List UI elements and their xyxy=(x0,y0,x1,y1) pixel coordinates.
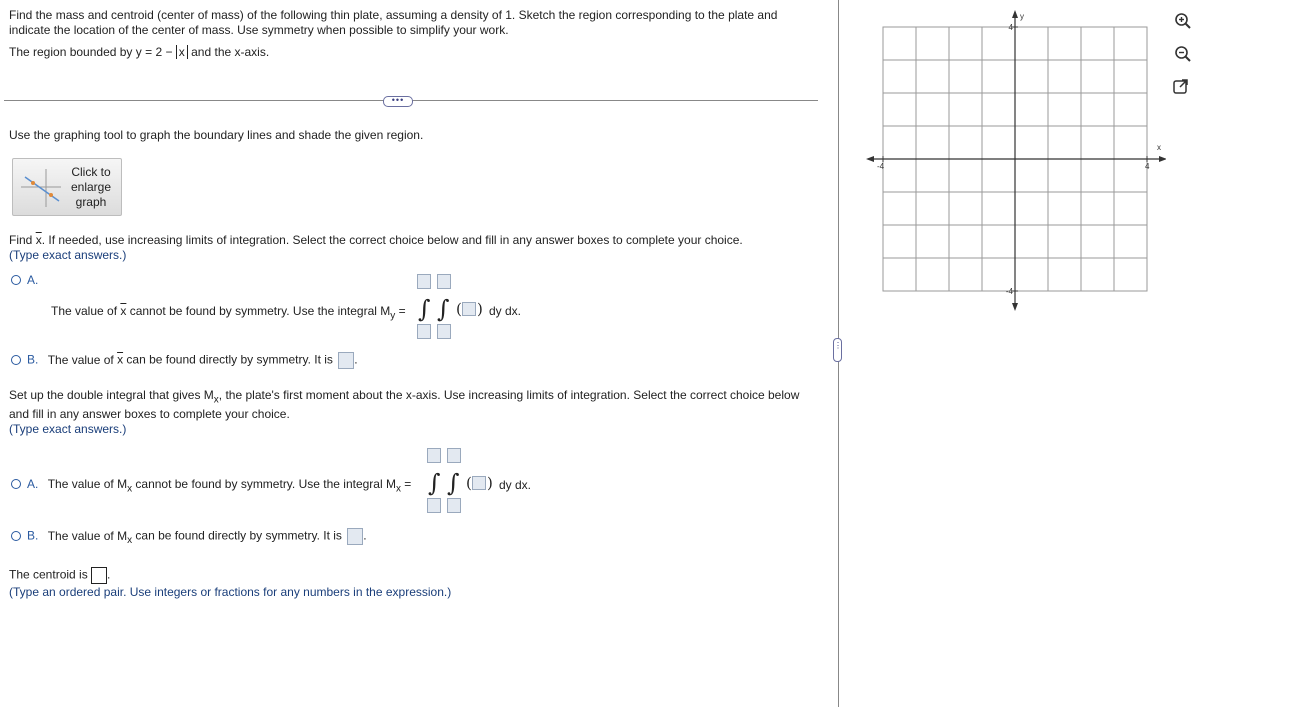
centroid-input[interactable] xyxy=(91,567,107,584)
x-axis-arrow-right xyxy=(1159,156,1166,162)
q1a-pre: The value of xyxy=(51,304,121,318)
tick-label-y-pos: 4 xyxy=(1008,23,1013,32)
q1-option-a-text xyxy=(51,304,406,323)
q1-post: . If needed, use increasing limits of integration. Select the correct choice below and fill in any answer boxes to complete your choice. xyxy=(41,233,743,247)
subscript: x xyxy=(395,483,401,495)
integrand-input[interactable] xyxy=(472,476,486,490)
subscript: x xyxy=(127,483,133,495)
q2-prompt-line1 xyxy=(9,388,799,407)
integral-sign: ∫ xyxy=(428,469,441,497)
q1b-pre: The value of xyxy=(47,352,118,367)
subscript: y xyxy=(390,310,396,322)
outer-lower-limit-input[interactable] xyxy=(417,324,431,339)
inner-lower-limit-input[interactable] xyxy=(447,498,461,513)
close-paren: ) xyxy=(477,300,483,318)
q2-prompt-line2: and fill in any answer boxes to complete your choice. xyxy=(9,407,290,421)
x-axis-arrow-left xyxy=(866,156,874,162)
answer-input[interactable] xyxy=(347,528,363,545)
y-axis-arrow-down xyxy=(1012,303,1018,311)
inner-lower-limit-input[interactable] xyxy=(437,324,451,339)
integral-sign: ∫ xyxy=(447,469,460,497)
q1b-post: can be found directly by symmetry. It is xyxy=(123,352,333,367)
q1a-post: cannot be found by symmetry. Use the integral M xyxy=(126,304,391,318)
inner-upper-limit-input[interactable] xyxy=(437,274,451,289)
x-axis-label: x xyxy=(1157,143,1161,152)
expand-ellipsis-button[interactable]: ••• xyxy=(383,96,413,107)
q2b-post: can be found directly by symmetry. It is xyxy=(132,528,342,543)
equals: = xyxy=(395,304,406,318)
open-paren: ( xyxy=(456,300,462,318)
centroid-pre: The centroid is xyxy=(9,567,88,582)
option-a-label: A. xyxy=(27,273,39,287)
option-b-label: B. xyxy=(27,528,39,543)
radio-button[interactable] xyxy=(11,355,21,365)
tick-label-x-neg: -4 xyxy=(877,162,885,171)
q1-hint: (Type exact answers.) xyxy=(9,248,127,262)
q2-hint: (Type exact answers.) xyxy=(9,422,127,436)
graph-instruction: Use the graphing tool to graph the boundary lines and shade the given region. xyxy=(9,128,424,142)
radio-button[interactable] xyxy=(11,275,21,285)
close-paren: ) xyxy=(487,474,493,492)
region-description xyxy=(9,45,269,60)
subscript: x xyxy=(213,394,219,406)
period: . xyxy=(363,528,367,543)
q1-prompt xyxy=(9,233,743,248)
graph-thumbnail-icon xyxy=(19,167,63,209)
period: . xyxy=(107,567,111,582)
q2a-post: cannot be found by symmetry. Use the integral M xyxy=(132,477,396,491)
tick-label-x-pos: 4 xyxy=(1145,162,1150,171)
x-bar: $\overline{x}$ xyxy=(120,304,127,318)
centroid-hint: (Type an ordered pair. Use integers or fractions for any numbers in the expression.) xyxy=(9,585,452,599)
outer-upper-limit-input[interactable] xyxy=(417,274,431,289)
subscript: x xyxy=(127,535,133,547)
centroid-prompt xyxy=(9,567,110,584)
answer-input[interactable] xyxy=(338,352,354,369)
region-post: and the x-axis. xyxy=(187,45,270,59)
equals: = xyxy=(400,477,412,491)
inner-upper-limit-input[interactable] xyxy=(447,448,461,463)
q1-pre: Find xyxy=(9,233,36,247)
q2-option-a[interactable] xyxy=(11,477,411,496)
differential: dy dx. xyxy=(489,304,522,318)
integral-sign: ∫ xyxy=(437,295,450,323)
zoom-out-icon[interactable] xyxy=(1172,43,1194,65)
q2-post: , the plate's first moment about the x-axis. Use increasing limits of integration. Select the correct choice below xyxy=(218,388,800,402)
resize-handle[interactable]: ⋮ xyxy=(833,338,842,362)
external-link-icon[interactable] xyxy=(1170,75,1192,97)
q1-option-a-radio[interactable] xyxy=(11,273,38,288)
integral-sign: ∫ xyxy=(418,295,431,323)
zoom-in-icon[interactable] xyxy=(1172,10,1194,32)
q2-pre: Set up the double integral that gives M xyxy=(9,388,214,402)
x-bar: $\overline{x}$ xyxy=(35,233,42,247)
q2-option-b[interactable] xyxy=(11,528,367,548)
y-axis-arrow-up xyxy=(1012,10,1018,18)
problem-text-line2: indicate the location of the center of mass. Use symmetry when possible to simplify your work. xyxy=(9,23,509,37)
q1-option-b[interactable] xyxy=(11,352,358,369)
problem-text-line1: Find the mass and centroid (center of mass) of the following thin plate, assuming a density of 1. Sketch the region corresponding to the plate and xyxy=(9,8,778,22)
integrand-input[interactable] xyxy=(462,302,476,316)
y-axis-label: y xyxy=(1020,12,1024,21)
outer-upper-limit-input[interactable] xyxy=(427,448,441,463)
tick-label-y-neg: -4 xyxy=(1005,287,1013,296)
abs-x: x xyxy=(176,45,188,59)
coordinate-graph[interactable] xyxy=(866,8,1166,313)
q2a-pre: The value of M xyxy=(47,477,128,491)
outer-lower-limit-input[interactable] xyxy=(427,498,441,513)
enlarge-graph-button[interactable] xyxy=(12,158,122,216)
period: . xyxy=(354,352,358,367)
differential: dy dx. xyxy=(499,478,532,492)
q2b-pre: The value of M xyxy=(47,528,128,543)
option-b-label: B. xyxy=(27,352,39,367)
radio-button[interactable] xyxy=(11,479,21,489)
enlarge-graph-label: Click to enlarge graph xyxy=(70,165,112,209)
radio-button[interactable] xyxy=(11,531,21,541)
region-pre: The region bounded by y = 2 − xyxy=(9,45,176,59)
x-bar: $\overline{x}$ xyxy=(117,352,124,367)
option-a-label: A. xyxy=(27,477,39,491)
open-paren: ( xyxy=(466,474,472,492)
